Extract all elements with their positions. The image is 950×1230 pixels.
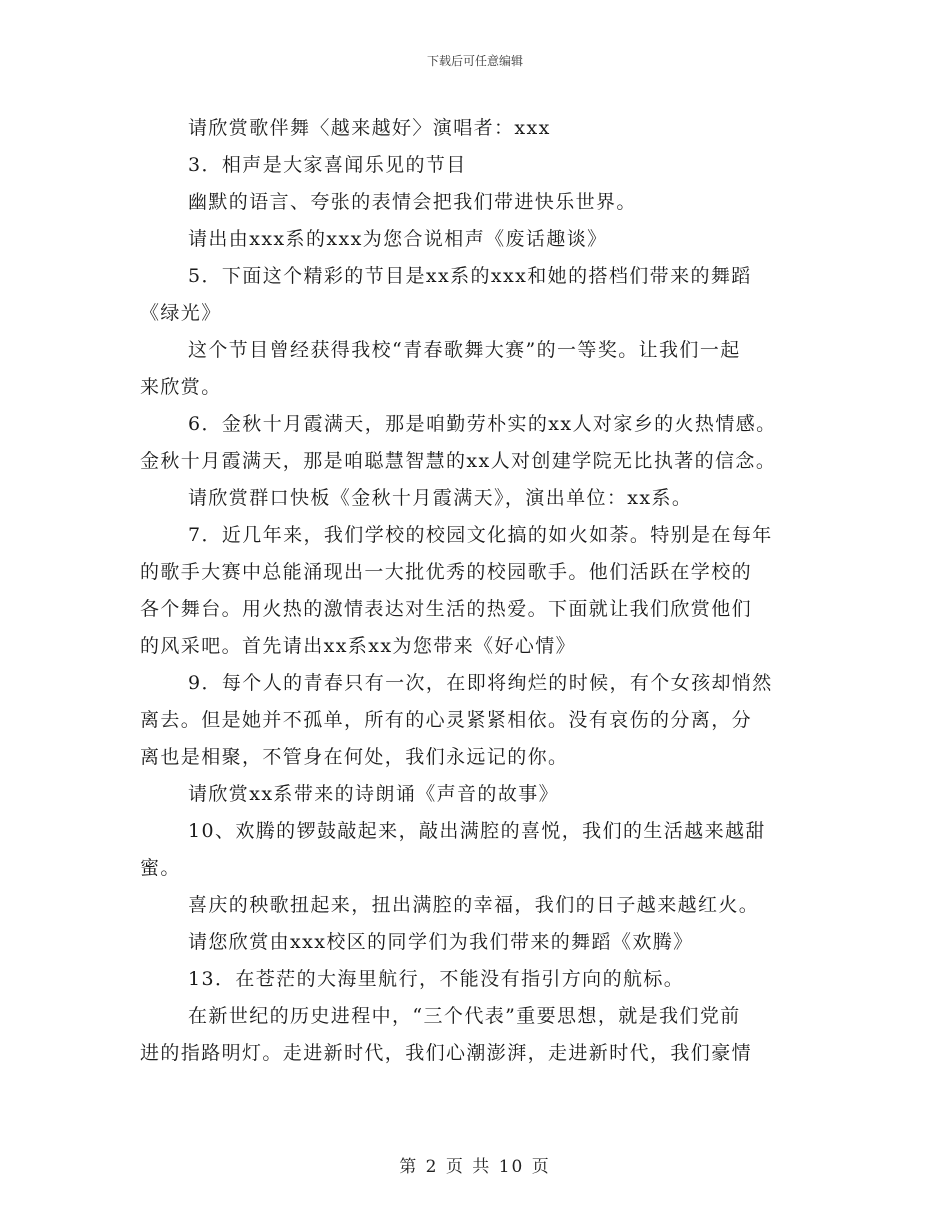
text-line: 请欣赏群口快板《金秋十月霞满天》，演出单位：xx系。 xyxy=(188,487,693,509)
page-header: 下载后可任意编辑 xyxy=(426,54,523,68)
text-line: 离去。但是她并不孤单，所有的心灵紧紧相依。没有哀伤的分离，分 xyxy=(140,709,753,731)
text-line: 幽默的语言、夸张的表情会把我们带进快乐世界。 xyxy=(188,191,637,213)
text-line: 6．金秋十月霞满天，那是咱勤劳朴实的xx人对家乡的火热情感。 xyxy=(188,413,777,435)
text-line: 7．近几年来，我们学校的校园文化搞的如火如荼。特别是在每年 xyxy=(188,524,773,546)
text-line: 在新世纪的历史进程中，“三个代表”重要思想，就是我们党前 xyxy=(188,1005,741,1027)
text-line: 来欣赏。 xyxy=(140,376,222,398)
text-line: 离也是相聚，不管身在何处，我们永远记的你。 xyxy=(140,746,569,768)
text-line: 金秋十月霞满天，那是咱聪慧智慧的xx人对创建学院无比执著的信念。 xyxy=(140,450,777,472)
text-line: 3．相声是大家喜闻乐见的节目 xyxy=(188,154,467,176)
text-line: 13．在苍茫的大海里航行，不能没有指引方向的航标。 xyxy=(188,968,685,990)
text-line: 进的指路明灯。走进新时代，我们心潮澎湃，走进新时代，我们豪情 xyxy=(140,1042,753,1064)
page-number: 第 2 页 共 10 页 xyxy=(399,1157,551,1177)
text-line: 喜庆的秧歌扭起来，扭出满腔的幸福，我们的日子越来越红火。 xyxy=(188,894,760,916)
document-body xyxy=(140,110,815,1072)
text-line: 5．下面这个精彩的节目是xx系的xxx和她的搭档们带来的舞蹈 xyxy=(188,265,752,287)
text-line: 请您欣赏由xxx校区的同学们为我们带来的舞蹈《欢腾》 xyxy=(188,931,694,953)
text-line: 《绿光》 xyxy=(140,302,222,324)
text-line: 请欣赏歌伴舞〈越来越好〉演唱者：xxx xyxy=(188,117,551,139)
text-line: 9．每个人的青春只有一次，在即将绚烂的时候，有个女孩却悄然 xyxy=(188,672,773,694)
text-line: 10、欢腾的锣鼓敲起来，敲出满腔的喜悦，我们的生活越来越甜 xyxy=(188,820,766,842)
text-line: 请出由xxx系的xxx为您合说相声《废话趣谈》 xyxy=(188,228,608,250)
text-line: 的歌手大赛中总能涌现出一大批优秀的校园歌手。他们活跃在学校的 xyxy=(140,561,753,583)
text-line: 各个舞台。用火热的激情表达对生活的热爱。下面就让我们欣赏他们 xyxy=(140,598,753,620)
text-line: 蜜。 xyxy=(140,857,181,879)
text-line: 这个节目曾经获得我校“青春歌舞大赛”的一等奖。让我们一起 xyxy=(188,339,741,361)
text-line: 请欣赏xx系带来的诗朗诵《声音的故事》 xyxy=(188,783,560,805)
text-line: 的风采吧。首先请出xx系xx为您带来《好心情》 xyxy=(140,635,577,657)
